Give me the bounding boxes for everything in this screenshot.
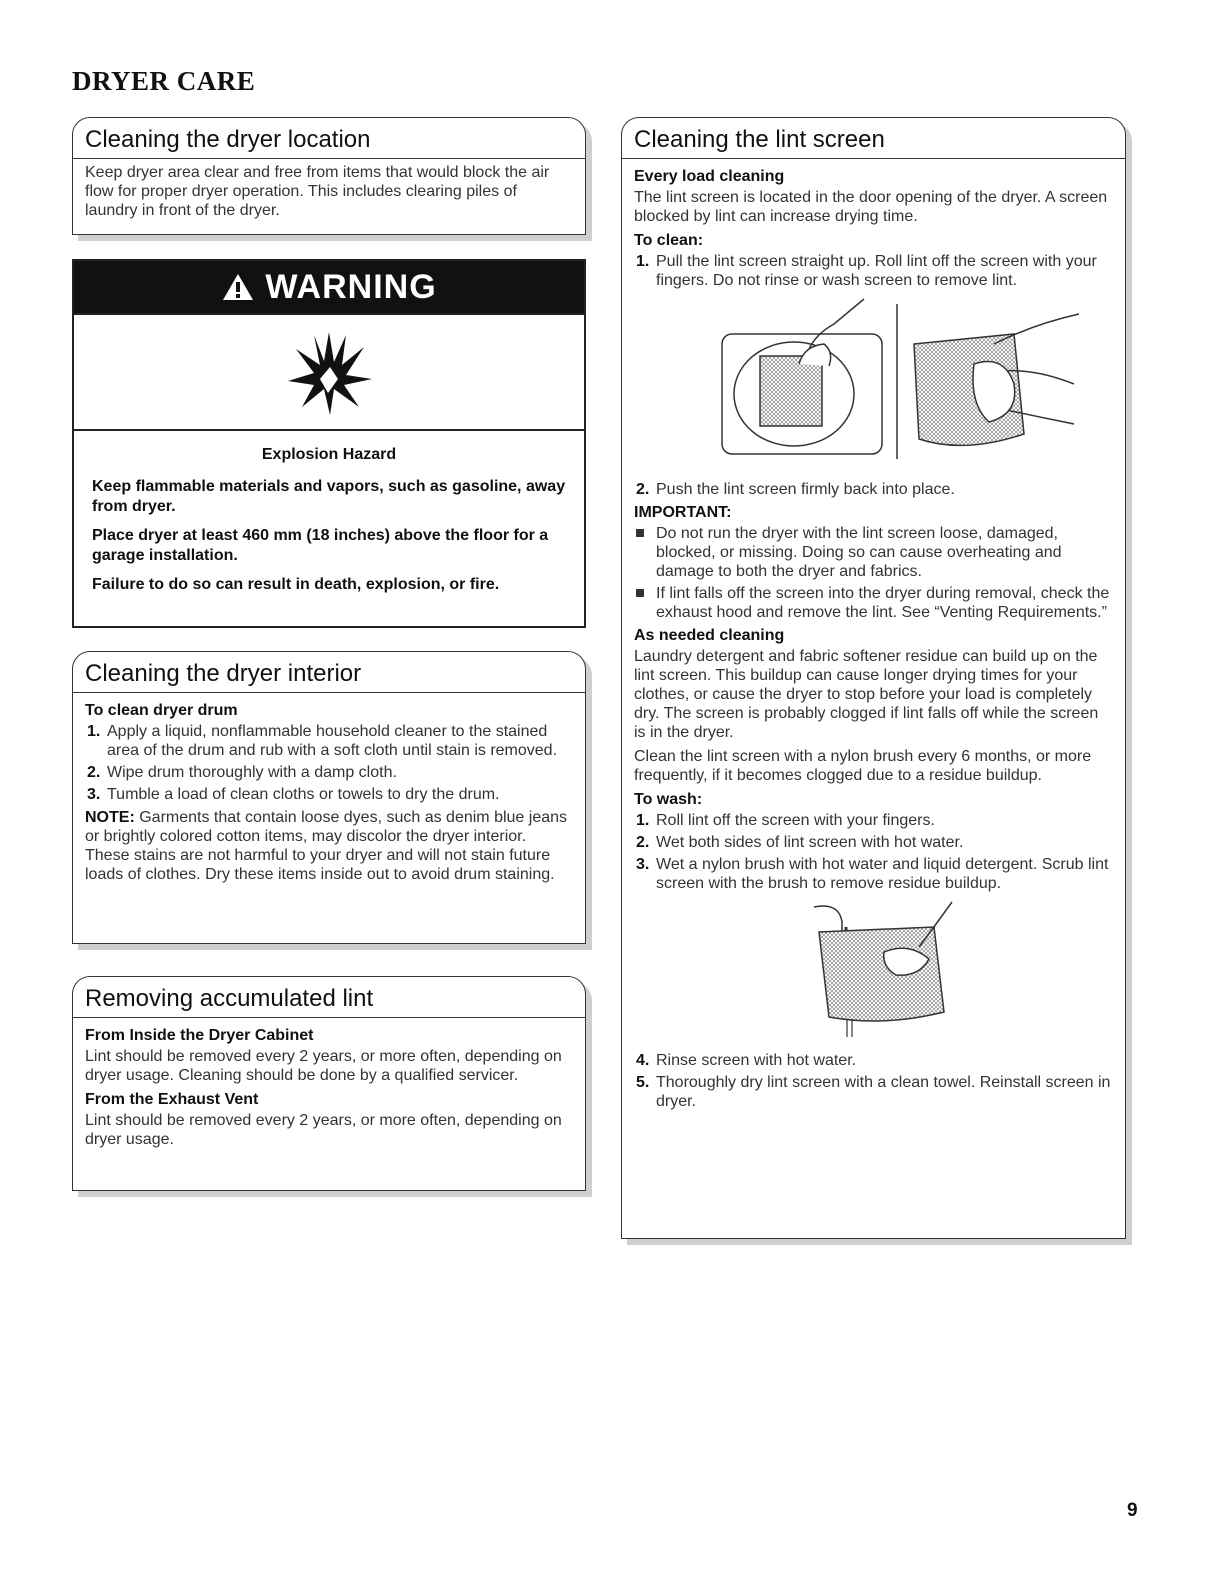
location-section [72, 117, 586, 235]
warning-line: Keep flammable materials and vapors, such as gasoline, away from dryer. [92, 478, 566, 515]
interior-section [72, 651, 586, 944]
location-body: Keep dryer area clear and free from items that would block the air flow for proper dryer operation. This includes clearing piles of laundry in front of the dryer. [85, 164, 550, 219]
to-wash-subhead: To wash: [634, 791, 703, 808]
list-item: 3. Wet a nylon brush with hot water and liquid detergent. Scrub lint screen with the brush to remove residue buildup. [636, 856, 1109, 892]
list-item: 2. Wipe drum thoroughly with a damp cloth. [87, 764, 397, 781]
page-title: DRYER CARE [72, 66, 256, 96]
exhaust-subhead: From the Exhaust Vent [85, 1091, 259, 1108]
as-needed-text: Clean the lint screen with a nylon brush every 6 months, or more frequently, if it becomes clogged due to a residue buildup. [634, 748, 1092, 784]
list-item: 4. Rinse screen with hot water. [636, 1052, 857, 1069]
square-bullet-icon [636, 529, 644, 537]
interior-subhead: To clean dryer drum [85, 702, 238, 719]
clean-steps [634, 252, 1113, 290]
important-subhead: IMPORTANT: [634, 504, 732, 521]
lint-screen-removal-illustration [634, 294, 1114, 474]
explosion-icon-area [74, 315, 584, 431]
list-item: 3. Tumble a load of clean cloths or towels to dry the drum. [87, 786, 500, 803]
cabinet-subhead: From Inside the Dryer Cabinet [85, 1027, 314, 1044]
list-item: 1. Pull the lint screen straight up. Roll lint off the screen with your fingers. Do not rinse or wash screen to remove lint. [636, 253, 1097, 289]
interior-note: NOTE: Garments that contain loose dyes, such as denim blue jeans or brightly colored cotton items, may discolor the dryer interior. These stains are not harmful to your dryer and will not stain future loads of clothes. Dry these items inside out to avoid drum staining. [85, 809, 568, 883]
list-item: 2. Wet both sides of lint screen with hot water. [636, 834, 964, 851]
clean-steps-continued [634, 480, 1113, 499]
every-load-text: The lint screen is located in the door opening of the dryer. A screen blocked by lint can increase drying time. [634, 189, 1108, 225]
lint-screen-section [621, 117, 1126, 1239]
list-item: 1. Apply a liquid, nonflammable household cleaner to the stained area of the drum and rub with a soft cloth until stain is removed. [87, 723, 558, 759]
interior-steps [85, 722, 573, 804]
as-needed-subhead: As needed cleaning [634, 627, 785, 644]
list-item: 1. Roll lint off the screen with your fingers. [636, 812, 935, 829]
every-load-subhead: Every load cleaning [634, 168, 785, 185]
list-item: If lint falls off the screen into the dryer during removal, check the exhaust hood and remove the lint. See “Venting Requirements.” [634, 584, 1113, 622]
wash-steps [634, 811, 1113, 893]
warning-box [72, 259, 586, 628]
explosion-icon [284, 327, 374, 417]
location-title: Cleaning the dryer location [73, 118, 585, 159]
warning-triangle-icon [221, 272, 255, 302]
lint-removal-title: Removing accumulated lint [73, 977, 585, 1018]
lint-screen-title: Cleaning the lint screen [622, 118, 1125, 159]
lint-removal-section [72, 976, 586, 1191]
list-item: Do not run the dryer with the lint screen loose, damaged, blocked, or missing. Doing so can cause overheating and damage to both the dryer and fabrics. [634, 524, 1113, 581]
warning-header [74, 261, 584, 315]
interior-title: Cleaning the dryer interior [73, 652, 585, 693]
warning-line: Place dryer at least 460 mm (18 inches) above the floor for a garage installation. [92, 527, 549, 564]
page-number: 9 [1127, 1500, 1138, 1521]
wash-steps-continued [634, 1051, 1113, 1111]
list-item: 5. Thoroughly dry lint screen with a clean towel. Reinstall screen in dryer. [636, 1074, 1111, 1110]
list-item: 2. Push the lint screen firmly back into place. [636, 481, 955, 498]
cabinet-text: Lint should be removed every 2 years, or more often, depending on dryer usage. Cleaning should be done by a qualified servicer. [85, 1048, 562, 1084]
as-needed-text: Laundry detergent and fabric softener residue can build up on the lint screen. This buildup can cause longer drying times for your clothes, or cause the dryer to stop before your load is completely dry. The screen is probably clogged if lint falls off while the screen is in the dryer. [634, 648, 1099, 741]
exhaust-text: Lint should be removed every 2 years, or more often, depending on dryer usage. [85, 1112, 562, 1148]
lint-screen-washing-illustration [634, 897, 1114, 1047]
hazard-title: Explosion Hazard [261, 446, 397, 463]
square-bullet-icon [636, 589, 644, 597]
important-list [634, 524, 1113, 622]
warning-title: WARNING [265, 267, 437, 306]
to-clean-subhead: To clean: [634, 232, 704, 249]
warning-line: Failure to do so can result in death, explosion, or fire. [92, 576, 500, 593]
